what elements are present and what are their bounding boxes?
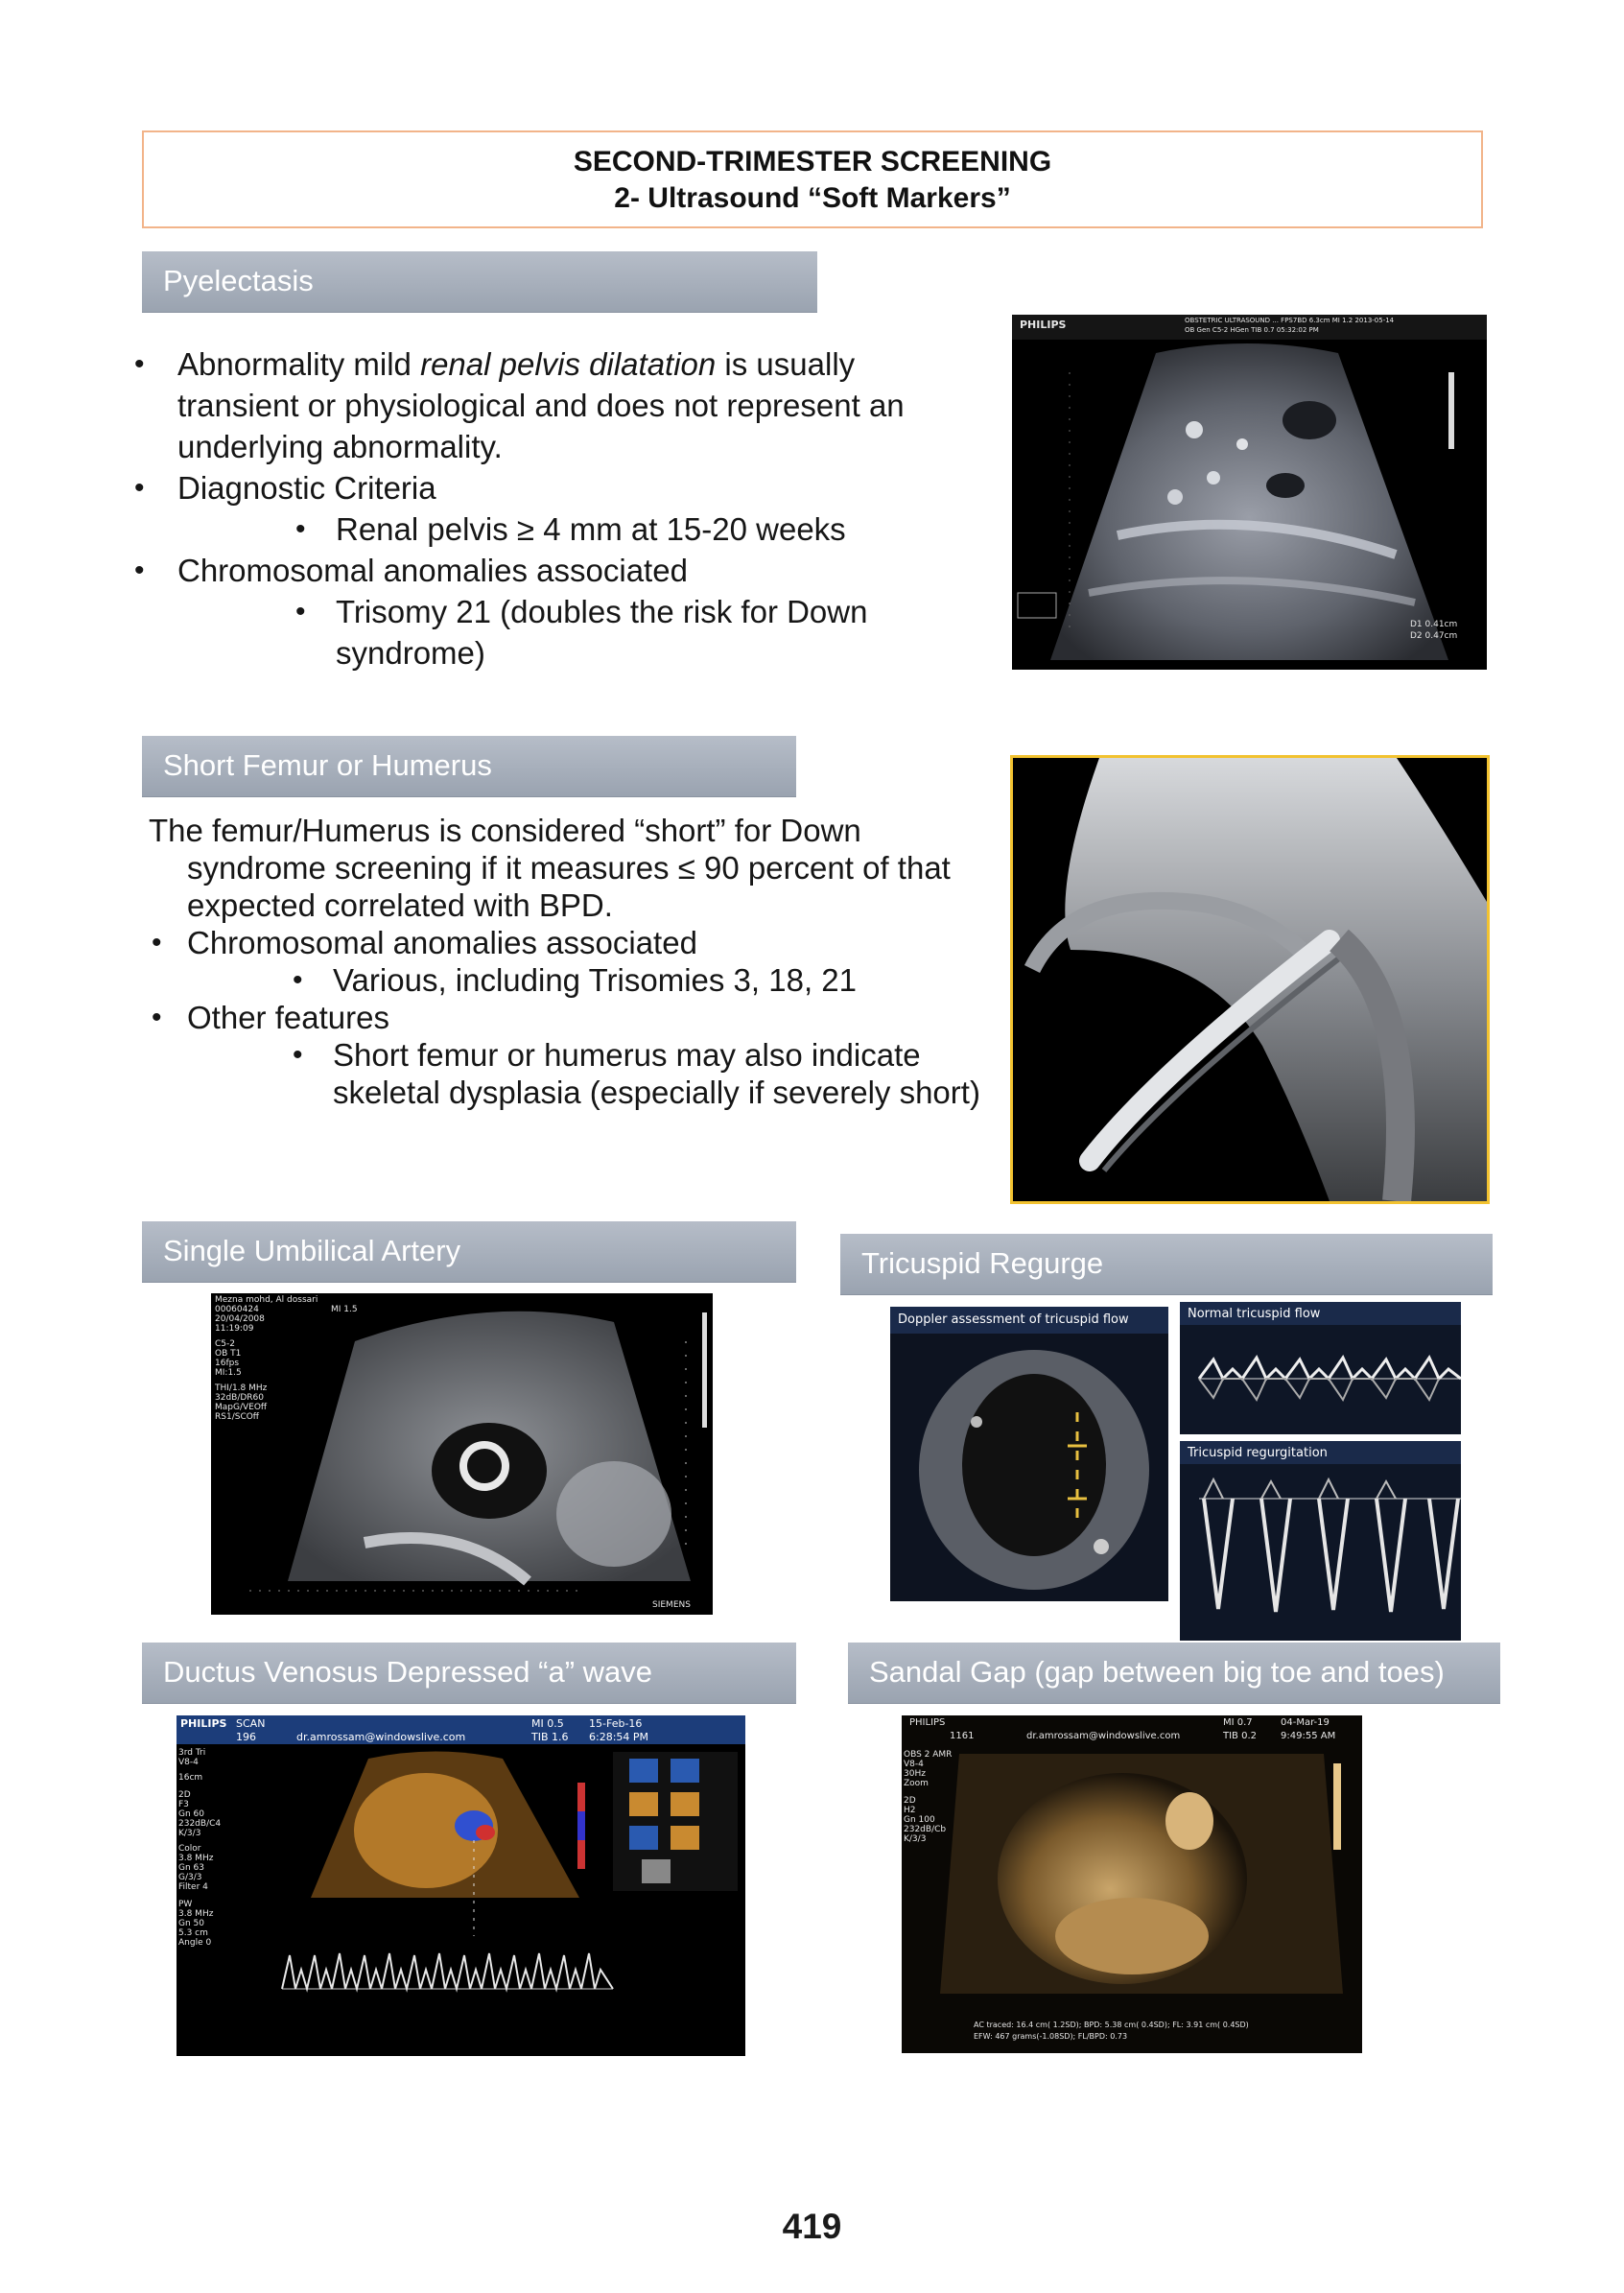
us-num-label: 196 [236,1731,256,1743]
text-span: Various, including Trisomies 3, 18, 21 [333,962,857,998]
bullet-item: • Chromosomal anomalies associated [152,925,697,960]
us-info-label: RS1/SCOff [215,1412,260,1422]
sub-bullet-item: • Short femur or humerus may also indicate [293,1037,921,1073]
ductus-doppler-image [177,1715,745,2056]
text-span: Other features [187,1000,389,1035]
us-settings-block [178,1748,221,1948]
us-tib-label: TIB 1.6 [531,1731,569,1743]
sub-bullet-item: • Renal pelvis ≥ 4 mm at 15-20 weeks [295,511,846,547]
us-info-label: Mezna mohd, Al dossari [215,1295,318,1305]
us-date-label: 04-Mar-19 [1281,1717,1330,1728]
us-settings-block [904,1750,952,1844]
text-line: syndrome) [336,635,485,671]
us-mi-label: MI 0.7 [1223,1717,1253,1728]
us-tib-label: TIB 0.2 [1223,1731,1257,1741]
panel-caption: Normal tricuspid flow [1188,1307,1321,1321]
us-setting-label: 30Hz [904,1769,926,1779]
us-setting-label: 2D [904,1796,916,1806]
section-bar-sandal: Sandal Gap (gap between big toe and toes) [848,1643,1500,1704]
us-measure-label: D2 0.47cm [1410,631,1458,641]
us-info-label: 16fps [215,1359,240,1368]
us-mi-label: MI 0.5 [531,1717,564,1730]
bullet-item: • Abnormality mild renal pelvis dilatation is usually [134,346,856,382]
us-setting-label: G/3/3 [178,1873,202,1882]
us-setting-label: 232dB/C4 [178,1819,222,1829]
us-setting-label: 3.8 MHz [178,1854,214,1863]
us-mi-label: MI 1.5 [331,1305,358,1314]
regurgitation-doppler-image [1180,1441,1461,1641]
page-header [142,130,1483,228]
us-info-label: MI:1.5 [215,1368,242,1378]
text-span: Diagnostic Criteria [177,470,436,506]
us-brand-label: PHILIPS [909,1717,946,1728]
text-span: Renal pelvis ≥ 4 mm at 15-20 weeks [336,511,846,547]
us-num-label: 1161 [950,1731,975,1741]
text-line: skeletal dysplasia (especially if severely short) [333,1075,980,1110]
us-info-label: 11:19:09 [215,1324,254,1334]
us-time-label: 9:49:55 AM [1281,1731,1336,1741]
pyelectasis-text [134,343,1017,674]
us-setting-label: H2 [904,1806,916,1815]
bullet-item: • Chromosomal anomalies associated [134,553,688,588]
femur-text [149,812,1012,1111]
text-line: underlying abnormality. [177,429,503,464]
us-info-label: OB T1 [215,1349,242,1359]
us-brand-label: PHILIPS [180,1717,227,1730]
us-date-label: 15-Feb-16 [589,1717,643,1730]
section-bar-ductus: Ductus Venosus Depressed “a” wave [142,1643,796,1704]
us-info-label: 00060424 [215,1305,259,1314]
us-vendor-label: SIEMENS [652,1600,691,1610]
us-brand-label: PHILIPS [1020,319,1067,331]
text-span: is usually [716,346,856,382]
sandal-gap-3d-ultrasound-image [902,1715,1362,2053]
us-info-label: THI/1.8 MHz [215,1383,268,1393]
us-setting-label: Gn 63 [178,1863,204,1873]
text-line: transient or physiological and does not represent an [177,388,905,423]
text-line: The femur/Humerus is considered “short” for Down [149,813,861,848]
us-setting-label: 2D [178,1790,191,1800]
sub-bullet-item: • Trisomy 21 (doubles the risk for Down [295,594,868,629]
us-setting-label: Zoom [904,1779,929,1788]
us-setting-label: Angle 0 [178,1938,212,1948]
text-span: Short femur or humerus may also indicate [333,1037,921,1073]
text-line: syndrome screening if it measures ≤ 90 percent of that [187,850,951,886]
us-setting-label: 16cm [178,1773,203,1783]
us-setting-label: V8-4 [178,1758,199,1767]
us-scan-label: SCAN [236,1717,266,1730]
section-bar-pyelectasis: Pyelectasis [142,251,817,313]
us-setting-label: 5.3 cm [178,1928,208,1938]
us-setting-label: F3 [178,1800,189,1809]
section-bar-femur: Short Femur or Humerus [142,736,796,797]
us-email-label: dr.amrossam@windowslive.com [296,1731,466,1743]
us-setting-label: Gn 100 [904,1815,935,1825]
emphasis-text: renal pelvis dilatation [420,346,717,382]
tricuspid-doppler-image [890,1307,1168,1601]
us-email-label: dr.amrossam@windowslive.com [1026,1731,1181,1741]
us-info-label: C5-2 [215,1339,235,1349]
us-info-block [215,1295,318,1422]
panel-caption: Doppler assessment of tricuspid flow [898,1312,1129,1327]
us-info-label: 20/04/2008 [215,1314,265,1324]
sub-bullet-item: • Various, including Trisomies 3, 18, 21 [293,962,857,998]
us-setting-label: Filter 4 [178,1882,208,1892]
pyelectasis-ultrasound-image [1012,315,1487,670]
us-setting-label: 232dB/Cb [904,1825,947,1834]
normal-flow-doppler-image [1180,1302,1461,1434]
us-header-label: OB Gen C5-2 HGen TIB 0.7 05:32:02 PM [1185,326,1319,334]
us-biometry-label: EFW: 467 grams(-1.08SD); FL/BPD: 0.73 [974,2032,1128,2041]
us-setting-label: Color [178,1844,201,1854]
text-span: Abnormality mild [177,346,421,382]
us-header-label: OBSTETRIC ULTRASOUND ... FPS7BD 6.3cm MI 1.2 2013-05-14 [1185,317,1395,324]
us-biometry-label: AC traced: 16.4 cm( 1.2SD); BPD: 5.38 cm( 0.4SD); FL: 3.91 cm( 0.4SD) [974,2021,1249,2029]
us-setting-label: 3rd Tri [178,1748,206,1758]
umbilical-ultrasound-image [211,1293,713,1615]
us-setting-label: V8-4 [904,1760,924,1769]
panel-caption: Tricuspid regurgitation [1188,1446,1328,1460]
us-info-label: 32dB/DR60 [215,1393,265,1403]
text-span: Trisomy 21 (doubles the risk for Down [336,594,868,629]
header-title: SECOND-TRIMESTER SCREENING [573,146,1052,177]
us-setting-label: Gn 50 [178,1919,204,1928]
text-line: expected correlated with BPD. [187,887,613,923]
us-measure-label: D1 0.41cm [1410,620,1458,629]
us-setting-label: OBS 2 AMR [904,1750,953,1760]
femur-ultrasound-image [1010,755,1490,1204]
us-info-label: MapG/VEOff [215,1403,268,1412]
page-number: 419 [782,2207,842,2246]
bullet-item: • Diagnostic Criteria [134,470,436,506]
us-setting-label: 3.8 MHz [178,1909,214,1919]
us-setting-label: PW [178,1900,193,1909]
section-bar-umbilical: Single Umbilical Artery [142,1221,796,1283]
text-span: Chromosomal anomalies associated [177,553,688,588]
us-time-label: 6:28:54 PM [589,1731,649,1743]
bullet-item: • Other features [152,1000,389,1035]
us-setting-label: K/3/3 [904,1834,927,1844]
section-bar-tricuspid: Tricuspid Regurge [840,1234,1493,1295]
text-span: Chromosomal anomalies associated [187,925,697,960]
us-setting-label: K/3/3 [178,1829,201,1838]
header-subtitle: 2- Ultrasound “Soft Markers” [614,182,1011,214]
us-setting-label: Gn 60 [178,1809,204,1819]
